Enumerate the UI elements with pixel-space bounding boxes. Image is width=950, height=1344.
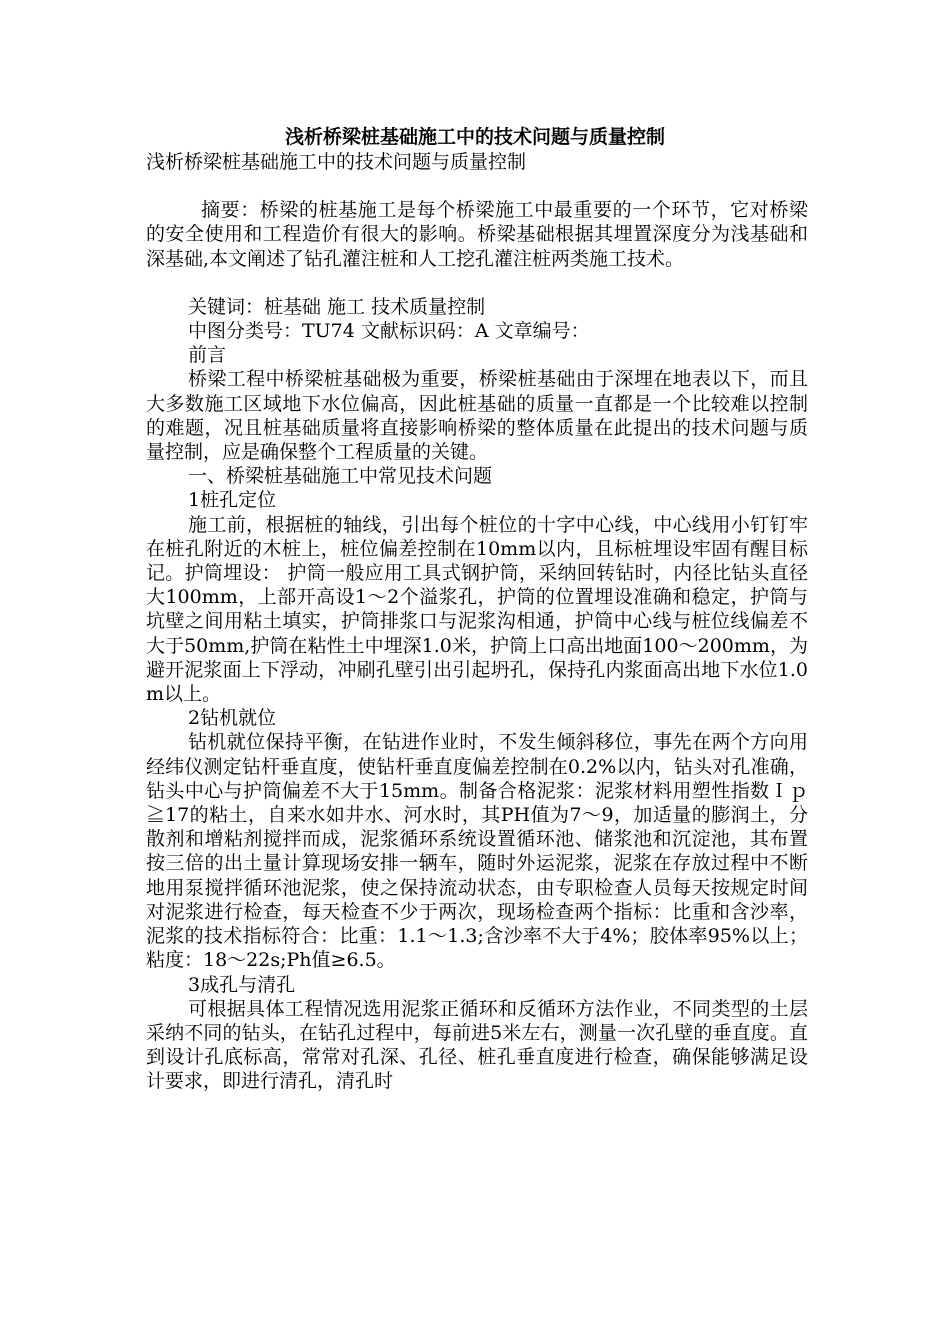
subsection-paragraph-1: 施工前，根据桩的轴线，引出每个桩位的十字中心线，中心线用小钉钉牢在桩孔附近的木桩上，桩位偏差控制在10mm以内，且标桩埋设牢固有醒目标记。护筒埋设： 护筒一般应用工具式钢护筒，采纳回转钻时，内径比钻头直径大100mm，上部开高设1～2个溢浆孔，护筒的位置埋设准确和稳定，护筒与坑壁之间用粘土填实，护筒排浆口与泥浆沟相通，护筒中心线与桩位线偏差不大于50mm,护筒在粘性土中埋深1.0米，护筒上口高出地面100～200mm，为避开泥浆面上下浮动，冲刷孔壁引出引起坍孔，保持孔内浆面高出地下水位1.0m以上。	[146, 513, 808, 706]
classification-line: 中图分类号：TU74 文献标识码：A 文章编号：	[188, 320, 590, 343]
subsection-heading-3: 3成孔与清孔	[188, 973, 296, 996]
document-body	[146, 150, 808, 1094]
subsection-heading-2: 2钻机就位	[188, 707, 277, 730]
abstract-paragraph: 摘要：桥梁的桩基施工是每个桥梁施工中最重要的一个环节，它对桥梁的安全使用和工程造价有很大的影响。桥梁基础根据其埋置深度分为浅基础和深基础,本文阐述了钻孔灌注桩和人工挖孔灌注桩两类施工技术。	[146, 199, 808, 270]
subsection-heading-1: 1桩孔定位	[188, 489, 277, 512]
section-heading-1: 一、桥梁桩基础施工中常见技术问题	[188, 465, 493, 488]
preface-heading: 前言	[188, 344, 227, 367]
subsection-paragraph-2: 钻机就位保持平衡，在钻进作业时，不发生倾斜移位，事先在两个方向用经纬仪测定钻杆垂直度，使钻杆垂直度偏差控制在0.2%以内，钻头对孔准确，钻头中心与护筒偏差不大于15mm。制备合格泥浆：泥浆材料用塑性指数Ｉｐ≧17的粘土，自来水如井水、河水时，其PH值为7～9，加适量的膨润土，分散剂和增粘剂搅拌而成，泥浆循环系统设置循环池、储浆池和沉淀池，其布置按三倍的出土量计算现场安排一辆车，随时外运泥浆，泥浆在存放过程中不断地用泵搅拌循环池泥浆，使之保持流动状态，由专职检查人员每天按规定时间对泥浆进行检查，每天检查不少于两次，现场检查两个指标：比重和含沙率，泥浆的技术指标符合：比重：1.1～1.3;含沙率不大于4%；胶体率95%以上；粘度：18～22s;Ph值≥6.5。	[146, 731, 808, 972]
document-subtitle: 浅析桥梁桩基础施工中的技术问题与质量控制	[146, 151, 527, 173]
preface-paragraph: 桥梁工程中桥梁桩基础极为重要，桥梁桩基础由于深埋在地表以下，而且大多数施工区域地下水位偏高，因此桩基础的质量一直都是一个比较难以控制的难题，况且桩基础质量将直接影响桥梁的整体质量在此提出的技术问题与质量控制，应是确保整个工程质量的关键。	[146, 368, 808, 464]
subsection-paragraph-3: 可根据具体工程情况选用泥浆正循环和反循环方法作业，不同类型的土层采纳不同的钻头，在钻孔过程中，每前进5米左右，测量一次孔壁的垂直度。直到设计孔底标高，常常对孔深、孔径、桩孔垂直度进行检查，确保能够满足设计要求，即进行清孔，清孔时	[146, 997, 808, 1093]
keywords-line: 关键词：桩基础 施工 技术质量控制	[188, 295, 486, 318]
document-title: 浅析桥梁桩基础施工中的技术问题与质量控制	[284, 126, 665, 148]
spacer	[146, 271, 808, 295]
spacer	[146, 174, 808, 198]
